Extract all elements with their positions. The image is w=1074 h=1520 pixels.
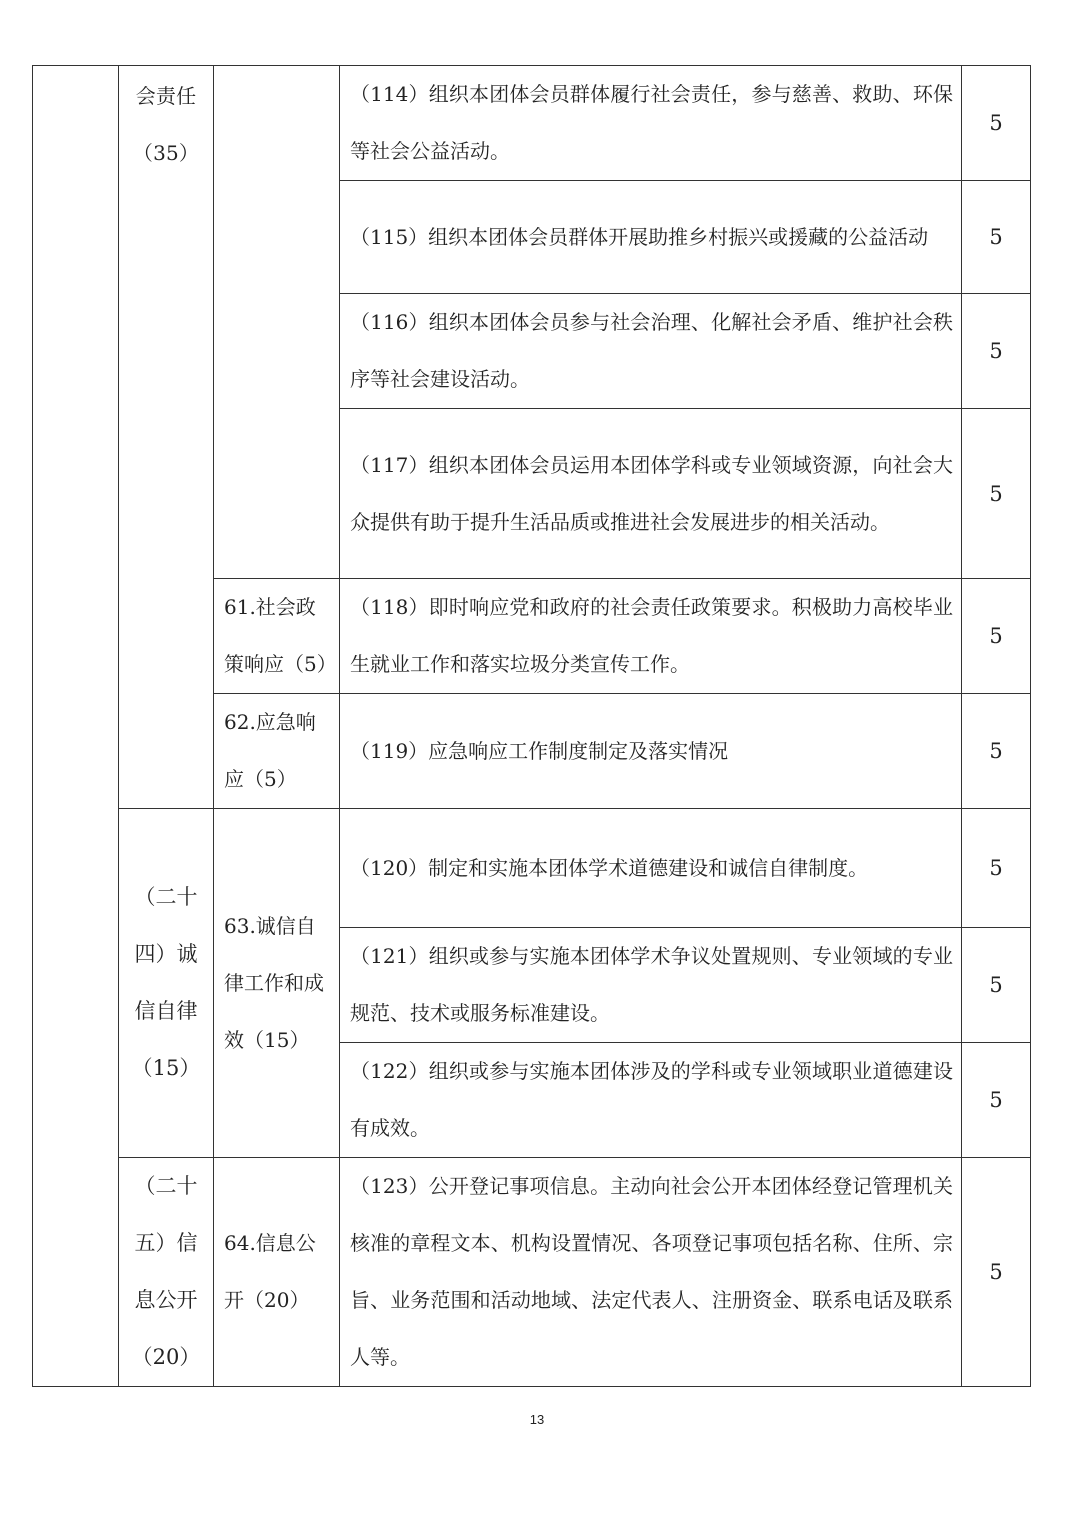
item-121: （121）组织或参与实施本团体学术争议处置规则、专业领域的专业规范、技术或服务标准建设。 bbox=[340, 928, 962, 1043]
item-119: （119）应急响应工作制度制定及落实情况 bbox=[340, 694, 962, 809]
item-116: （116）组织本团体会员参与社会治理、化解社会矛盾、维护社会秩序等社会建设活动。 bbox=[340, 294, 962, 409]
table-row bbox=[33, 66, 1031, 181]
score-122: 5 bbox=[962, 1043, 1031, 1158]
category-line: 信自律 bbox=[134, 999, 198, 1023]
subcategory-64: 64.信息公开（20） bbox=[214, 1158, 340, 1387]
item-120: （120）制定和实施本团体学术道德建设和诚信自律制度。 bbox=[340, 809, 962, 928]
category-information-disclosure bbox=[119, 1158, 214, 1387]
item-115: （115）组织本团体会员群体开展助推乡村振兴或援藏的公益活动 bbox=[340, 181, 962, 294]
score-123: 5 bbox=[962, 1158, 1031, 1387]
category-line: 会责任 bbox=[135, 84, 197, 108]
category-line: （20） bbox=[131, 1345, 201, 1369]
category-line: （35） bbox=[132, 141, 200, 165]
category-line: （15） bbox=[131, 1056, 201, 1080]
score-121: 5 bbox=[962, 928, 1031, 1043]
category-line: 四）诚 bbox=[134, 942, 198, 966]
table-row bbox=[33, 1158, 1031, 1387]
page-number: 13 bbox=[529, 1412, 545, 1427]
subcategory-63: 63.诚信自律工作和成效（15） bbox=[214, 809, 340, 1158]
score-117: 5 bbox=[962, 409, 1031, 579]
table-row bbox=[33, 809, 1031, 928]
item-117: （117）组织本团体会员运用本团体学科或专业领域资源，向社会大众提供有助于提升生活品质或推进社会发展进步的相关活动。 bbox=[340, 409, 962, 579]
item-123: （123）公开登记事项信息。主动向社会公开本团体经登记管理机关核准的章程文本、机构设置情况、各项登记事项包括名称、住所、宗旨、业务范围和活动地域、法定代表人、注册资金、联系电话及联系人等。 bbox=[340, 1158, 962, 1387]
score-116: 5 bbox=[962, 294, 1031, 409]
score-114: 5 bbox=[962, 66, 1031, 181]
category-line: （二十 bbox=[134, 1174, 198, 1198]
first-column-cell bbox=[33, 66, 119, 1387]
category-line: （二十 bbox=[134, 885, 198, 909]
score-118: 5 bbox=[962, 579, 1031, 694]
score-120: 5 bbox=[962, 809, 1031, 928]
evaluation-table bbox=[32, 65, 1031, 1387]
subcategory-61: 61.社会政策响应（5） bbox=[214, 579, 340, 694]
subcategory-empty-cell bbox=[214, 66, 340, 579]
score-119: 5 bbox=[962, 694, 1031, 809]
category-social-responsibility bbox=[119, 66, 214, 809]
item-118: （118）即时响应党和政府的社会责任政策要求。积极助力高校毕业生就业工作和落实垃圾分类宣传工作。 bbox=[340, 579, 962, 694]
item-122: （122）组织或参与实施本团体涉及的学科或专业领域职业道德建设有成效。 bbox=[340, 1043, 962, 1158]
item-114: （114）组织本团体会员群体履行社会责任，参与慈善、救助、环保等社会公益活动。 bbox=[340, 66, 962, 181]
category-line: 五）信 bbox=[134, 1231, 198, 1255]
category-line: 息公开 bbox=[134, 1288, 198, 1312]
category-integrity bbox=[119, 809, 214, 1158]
score-115: 5 bbox=[962, 181, 1031, 294]
subcategory-62: 62.应急响应（5） bbox=[214, 694, 340, 809]
